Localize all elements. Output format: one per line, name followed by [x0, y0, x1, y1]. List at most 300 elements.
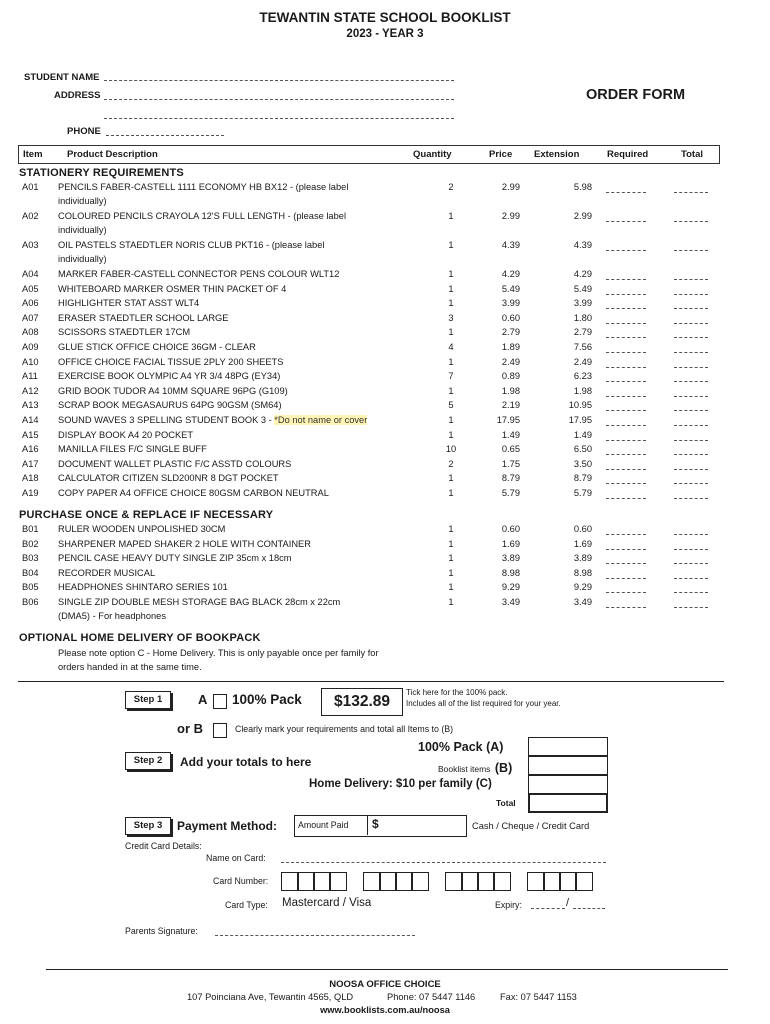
list-item	[0, 459, 770, 473]
item-required-field[interactable]	[606, 526, 646, 535]
item-total-field[interactable]	[674, 402, 708, 411]
booklist-items-total-field[interactable]	[528, 756, 608, 775]
col-total: Total	[681, 149, 703, 160]
col-extension: Extension	[534, 149, 580, 160]
item-price: 4.29	[501, 269, 520, 279]
item-total-field[interactable]	[674, 432, 708, 441]
expiry-slash: /	[566, 897, 570, 909]
card-number-field[interactable]	[281, 872, 607, 891]
list-item	[0, 400, 770, 414]
item-description	[58, 313, 229, 323]
card-number-label: Card Number:	[213, 876, 269, 886]
amount-divider	[367, 815, 368, 835]
section-divider	[18, 681, 724, 682]
item-price: 5.79	[501, 488, 520, 498]
item-description-text: COLOURED PENCILS CRAYOLA 12'S FULL LENGTH - (please label	[58, 211, 347, 221]
item-required-field[interactable]	[606, 388, 646, 397]
option-a-label: A	[198, 692, 208, 707]
item-quantity: 1	[448, 429, 454, 440]
footer-fax: Fax: 07 5447 1153	[500, 992, 577, 1002]
tick-note-1: Tick here for the 100% pack.	[406, 688, 508, 697]
item-quantity: 1	[448, 269, 454, 279]
total-label: Total	[496, 798, 516, 808]
item-description	[58, 357, 283, 367]
item-required-field[interactable]	[606, 461, 646, 470]
list-item	[0, 444, 770, 458]
item-price: 3.89	[501, 553, 520, 564]
item-extension: 0.60	[573, 524, 592, 534]
item-price: 0.65	[501, 444, 520, 455]
item-code: A18	[22, 473, 39, 484]
item-code: A11	[22, 371, 38, 382]
tick-note-2: Includes all of the list required for your year.	[406, 699, 561, 708]
list-item	[0, 211, 770, 225]
item-code: A04	[22, 269, 39, 279]
item-required-field[interactable]	[606, 475, 646, 484]
item-price: 2.99	[501, 182, 520, 192]
item-total-field[interactable]	[674, 446, 708, 455]
item-extension: 8.79	[573, 473, 592, 484]
item-description	[58, 459, 291, 469]
item-quantity: 2	[448, 182, 454, 192]
item-description-text: WHITEBOARD MARKER OSMER THIN PACKET OF 4	[58, 283, 287, 294]
item-total-field[interactable]	[674, 417, 708, 426]
list-item-continuation	[0, 611, 770, 625]
item-required-field[interactable]	[606, 315, 646, 324]
item-description	[58, 371, 280, 381]
list-item	[0, 284, 770, 298]
item-quantity: 1	[448, 567, 454, 578]
list-item	[0, 371, 770, 385]
item-total-field[interactable]	[674, 315, 708, 324]
item-extension: 17.95	[568, 415, 592, 425]
item-description-text: SCISSORS STAEDTLER 17CM	[58, 327, 191, 338]
item-description-text: SINGLE ZIP DOUBLE MESH STORAGE BAG BLACK 28cm x 22cm	[58, 597, 341, 607]
list-item	[0, 240, 770, 254]
col-quantity: Quantity	[413, 149, 452, 160]
item-description-text: DISPLAY BOOK A4 20 POCKET	[58, 429, 194, 440]
list-item	[0, 582, 770, 596]
list-item	[0, 327, 770, 341]
item-quantity: 7	[448, 371, 454, 382]
item-description	[58, 386, 288, 396]
item-description	[58, 400, 282, 410]
payment-method-label: Payment Method:	[177, 819, 278, 833]
item-code: A19	[22, 488, 39, 498]
list-item	[0, 357, 770, 371]
col-price: Price	[489, 149, 513, 160]
step2-badge: Step 2	[125, 752, 171, 770]
item-description-cont: (DMA5) - For headphones	[58, 611, 166, 621]
item-required-field[interactable]	[606, 300, 646, 309]
item-total-field[interactable]	[674, 541, 708, 550]
item-extension: 3.50	[573, 458, 592, 469]
item-code: A17	[22, 458, 39, 469]
item-required-field[interactable]	[606, 541, 646, 550]
item-price: 3.49	[501, 597, 520, 607]
item-description-text: OIL PASTELS STAEDTLER NORIS CLUB PKT16 - (please label	[58, 240, 325, 250]
item-code: A06	[22, 298, 39, 309]
item-description-text: ERASER STAEDTLER SCHOOL LARGE	[58, 312, 229, 323]
item-description-text: OFFICE CHOICE FACIAL TISSUE 2PLY 200 SHEETS	[58, 356, 284, 367]
list-item	[0, 298, 770, 312]
item-quantity: 1	[448, 473, 454, 484]
item-code: B04	[22, 567, 39, 578]
item-required-field[interactable]	[606, 432, 646, 441]
item-extension: 1.98	[573, 385, 592, 396]
purchase-heading: PURCHASE ONCE & REPLACE IF NECESSARY	[19, 509, 274, 521]
list-item	[0, 182, 770, 196]
item-code: A08	[22, 327, 39, 338]
booklist-items-label: Booklist items (B)	[438, 761, 513, 775]
item-quantity: 1	[448, 524, 454, 534]
item-total-field[interactable]	[674, 329, 708, 338]
item-quantity: 4	[448, 342, 454, 352]
item-total-field[interactable]	[674, 184, 708, 193]
item-extension: 2.99	[573, 211, 592, 221]
signature-field[interactable]	[215, 935, 415, 936]
item-price: 0.60	[501, 312, 520, 323]
item-description-text: MANILLA FILES F/C SINGLE BUFF	[58, 444, 207, 455]
step1-badge: Step 1	[125, 691, 171, 709]
item-description-text: MARKER FABER-CASTELL CONNECTOR PENS COLOUR WLT12	[58, 269, 340, 279]
item-description	[58, 553, 292, 563]
item-price: 3.99	[501, 298, 520, 309]
item-price: 9.29	[501, 582, 520, 593]
pack-a-label: 100% Pack (A)	[418, 740, 504, 754]
item-description	[58, 430, 193, 440]
item-quantity: 1	[448, 298, 454, 309]
item-description	[58, 298, 199, 308]
item-required-field[interactable]	[606, 286, 646, 295]
item-description-text: HEADPHONES SHINTARO SERIES 101	[58, 582, 228, 593]
item-extension: 4.29	[573, 269, 592, 279]
list-item	[0, 415, 770, 429]
item-quantity: 1	[448, 211, 454, 221]
item-description-text: PENCIL CASE HEAVY DUTY SINGLE ZIP 35cm x 18cm	[58, 553, 292, 564]
item-code: B05	[22, 582, 39, 593]
list-item	[0, 539, 770, 553]
name-on-card-label: Name on Card:	[206, 853, 266, 863]
item-code: A10	[22, 356, 39, 367]
item-required-field[interactable]	[606, 584, 646, 593]
item-code: A02	[22, 211, 39, 221]
list-item-continuation	[0, 225, 770, 239]
item-code: A09	[22, 342, 39, 352]
item-code: A13	[22, 400, 39, 411]
option-a-checkbox[interactable]	[213, 694, 227, 709]
item-total-field[interactable]	[674, 599, 708, 608]
item-description-text: SHARPENER MAPED SHAKER 2 HOLE WITH CONTAINER	[58, 538, 311, 549]
item-quantity: 1	[448, 553, 454, 564]
student-name-field[interactable]	[104, 80, 454, 81]
item-code: A12	[22, 385, 39, 396]
footer-divider	[46, 969, 728, 970]
item-price: 8.79	[501, 473, 520, 484]
expiry-label: Expiry:	[495, 900, 522, 910]
home-delivery-label: Home Delivery: $10 per family (C)	[309, 778, 492, 790]
item-description-text: GRID BOOK TUDOR A4 10MM SQUARE 96PG (G109)	[58, 385, 288, 396]
card-type-options[interactable]: Mastercard / Visa	[282, 897, 372, 909]
item-extension: 1.69	[573, 538, 592, 549]
credit-card-details-label: Credit Card Details:	[125, 841, 202, 851]
list-item	[0, 313, 770, 327]
item-description	[58, 473, 279, 483]
item-total-field[interactable]	[674, 373, 708, 382]
item-total-field[interactable]	[674, 461, 708, 470]
item-price: 1.89	[501, 342, 520, 352]
item-extension: 5.49	[573, 283, 592, 294]
expiry-year-field[interactable]	[573, 908, 605, 909]
item-required-field[interactable]	[606, 184, 646, 193]
item-required-field[interactable]	[606, 570, 646, 579]
item-required-field[interactable]	[606, 417, 646, 426]
pack-label: 100% Pack	[232, 692, 302, 707]
item-required-field[interactable]	[606, 344, 646, 353]
item-extension: 8.98	[573, 567, 592, 578]
item-code: A03	[22, 240, 39, 250]
item-extension: 5.79	[573, 488, 592, 498]
item-extension: 1.49	[573, 429, 592, 440]
item-total-field[interactable]	[674, 475, 708, 484]
item-quantity: 10	[445, 444, 457, 455]
item-description-text: SOUND WAVES 3 SPELLING STUDENT BOOK 3 -	[58, 415, 275, 425]
table-header	[18, 145, 720, 164]
item-quantity: 1	[448, 283, 454, 294]
item-extension: 10.95	[568, 400, 592, 411]
item-quantity: 1	[448, 538, 454, 549]
grand-total-field[interactable]	[528, 793, 608, 813]
item-price: 8.98	[501, 567, 520, 578]
item-code: B06	[22, 597, 39, 607]
item-quantity: 1	[448, 385, 454, 396]
item-price: 2.19	[501, 400, 520, 411]
item-description-text: PENCILS FABER-CASTELL 1111 ECONOMY HB BX12 - (please label	[58, 182, 349, 192]
item-price: 1.75	[501, 458, 520, 469]
item-description	[58, 240, 324, 250]
item-description-text: RECORDER MUSICAL	[58, 567, 156, 578]
item-description-text: COPY PAPER A4 OFFICE CHOICE 80GSM CARBON NEUTRAL	[58, 488, 329, 498]
item-quantity: 2	[448, 458, 454, 469]
delivery-heading: OPTIONAL HOME DELIVERY OF BOOKPACK	[19, 632, 261, 644]
item-quantity: 1	[448, 240, 454, 250]
item-required-field[interactable]	[606, 271, 646, 280]
item-description-cont: individually)	[58, 196, 107, 206]
item-required-field[interactable]	[606, 359, 646, 368]
list-item-continuation	[0, 254, 770, 268]
item-code: A07	[22, 312, 39, 323]
item-total-field[interactable]	[674, 242, 708, 251]
item-total-field[interactable]	[674, 271, 708, 280]
col-required: Required	[607, 149, 649, 160]
list-item	[0, 568, 770, 582]
item-extension: 6.50	[573, 444, 592, 455]
item-description-text: EXERCISE BOOK OLYMPIC A4 YR 3/4 48PG (EY34)	[58, 371, 281, 382]
item-price: 2.79	[501, 327, 520, 338]
step3-badge: Step 3	[125, 817, 171, 835]
item-extension: 1.80	[573, 312, 592, 323]
list-item	[0, 553, 770, 567]
item-required-field[interactable]	[606, 373, 646, 382]
item-description	[58, 284, 286, 294]
item-price: 5.49	[501, 283, 520, 294]
list-item	[0, 269, 770, 283]
item-required-field[interactable]	[606, 213, 646, 222]
phone-label: PHONE	[67, 126, 101, 137]
item-required-field[interactable]	[606, 402, 646, 411]
delivery-note-2: orders handed in at the same time.	[58, 662, 202, 672]
item-description	[58, 488, 329, 498]
item-extension: 2.79	[573, 327, 592, 338]
item-description-cont: individually)	[58, 254, 107, 264]
item-total-field[interactable]	[674, 526, 708, 535]
item-price: 1.49	[501, 429, 520, 440]
item-extension: 3.99	[573, 298, 592, 309]
document-title: TEWANTIN STATE SCHOOL BOOKLIST	[259, 10, 511, 25]
footer-company: NOOSA OFFICE CHOICE	[329, 979, 441, 990]
item-required-field[interactable]	[606, 329, 646, 338]
item-total-field[interactable]	[674, 359, 708, 368]
stationery-heading: STATIONERY REQUIREMENTS	[19, 167, 184, 179]
list-item	[0, 488, 770, 502]
item-description	[58, 597, 340, 607]
document-subtitle: 2023 - YEAR 3	[346, 28, 424, 40]
col-description: Product Description	[67, 149, 158, 160]
item-required-field[interactable]	[606, 599, 646, 608]
item-code: A14	[22, 415, 39, 425]
item-description	[58, 568, 155, 578]
card-type-label: Card Type:	[225, 900, 268, 910]
item-description-text: GLUE STICK OFFICE CHOICE 36GM - CLEAR	[58, 342, 256, 352]
item-required-field[interactable]	[606, 555, 646, 564]
address-field-line-2[interactable]	[104, 118, 454, 119]
order-form-heading: ORDER FORM	[586, 87, 686, 103]
phone-field[interactable]	[106, 135, 224, 136]
item-description	[58, 269, 339, 279]
item-quantity: 1	[448, 597, 454, 607]
option-b-label: or B	[177, 721, 203, 736]
item-extension: 9.29	[573, 582, 592, 593]
item-total-field[interactable]	[674, 584, 708, 593]
list-item	[0, 524, 770, 538]
item-description	[58, 211, 346, 221]
item-required-field[interactable]	[606, 242, 646, 251]
item-quantity: 1	[448, 356, 454, 367]
item-quantity: 1	[448, 327, 454, 338]
item-extension: 3.49	[573, 597, 592, 607]
home-delivery-total-field[interactable]	[528, 775, 608, 794]
item-description	[58, 415, 367, 425]
item-code: B03	[22, 553, 39, 564]
item-total-field[interactable]	[674, 213, 708, 222]
item-total-field[interactable]	[674, 300, 708, 309]
item-total-field[interactable]	[674, 490, 708, 499]
footer-website[interactable]: www.booklists.com.au/noosa	[320, 1005, 450, 1015]
step2-text: Add your totals to here	[180, 755, 312, 769]
item-note: *Do not name or cover	[274, 415, 368, 425]
item-code: A16	[22, 444, 39, 455]
pack-a-total-field[interactable]	[528, 737, 608, 756]
col-item: Item	[23, 149, 43, 160]
item-description	[58, 342, 256, 352]
item-price: 2.49	[501, 356, 520, 367]
footer-address: 107 Poinciana Ave, Tewantin 4565, QLD	[187, 992, 354, 1002]
item-total-field[interactable]	[674, 344, 708, 353]
pack-price: $132.89	[321, 688, 403, 716]
expiry-month-field[interactable]	[531, 908, 565, 909]
item-required-field[interactable]	[606, 446, 646, 455]
item-price: 0.60	[501, 524, 520, 534]
item-extension: 5.98	[573, 182, 592, 192]
item-price: 4.39	[501, 240, 520, 250]
address-label: ADDRESS	[54, 90, 101, 101]
item-total-field[interactable]	[674, 388, 708, 397]
item-price: 1.69	[501, 538, 520, 549]
item-code: B01	[22, 524, 39, 534]
list-item	[0, 430, 770, 444]
list-item-continuation	[0, 196, 770, 210]
item-description-text: DOCUMENT WALLET PLASTIC F/C ASSTD COLOURS	[58, 458, 292, 469]
item-description	[58, 524, 225, 534]
list-item	[0, 386, 770, 400]
item-extension: 4.39	[573, 240, 592, 250]
delivery-note-1: Please note option C - Home Delivery. This is only payable once per family for	[58, 648, 379, 658]
item-code: A15	[22, 429, 39, 440]
footer-phone: Phone: 07 5447 1146	[387, 992, 476, 1002]
item-price: 1.98	[501, 385, 520, 396]
name-on-card-field[interactable]	[281, 862, 606, 863]
item-price: 17.95	[496, 415, 520, 425]
list-item	[0, 473, 770, 487]
item-extension: 7.56	[573, 342, 592, 352]
item-description-text: CALCULATOR CITIZEN SLD200NR 8 DGT POCKET	[58, 473, 279, 484]
item-quantity: 1	[448, 415, 454, 425]
item-description	[58, 327, 190, 337]
dollar-sign: $	[372, 817, 379, 831]
item-quantity: 1	[448, 582, 454, 593]
option-b-checkbox[interactable]	[213, 723, 227, 738]
amount-paid-label: Amount Paid	[298, 820, 349, 830]
item-description-text: SCRAP BOOK MEGASAURUS 64PG 90GSM (SM64)	[58, 400, 282, 411]
item-required-field[interactable]	[606, 490, 646, 499]
item-description-text: HIGHLIGHTER STAT ASST WLT4	[58, 298, 200, 309]
item-description-text: RULER WOODEN UNPOLISHED 30CM	[58, 524, 226, 534]
item-total-field[interactable]	[674, 286, 708, 295]
item-price: 0.89	[501, 371, 520, 382]
item-total-field[interactable]	[674, 570, 708, 579]
payment-methods[interactable]: Cash / Cheque / Credit Card	[472, 821, 590, 831]
item-extension: 6.23	[573, 371, 592, 382]
item-description	[58, 444, 207, 454]
list-item	[0, 342, 770, 356]
item-extension: 3.89	[573, 553, 592, 564]
item-code: B02	[22, 538, 39, 549]
item-quantity: 1	[448, 488, 454, 498]
address-field-line-1[interactable]	[104, 99, 454, 100]
item-description	[58, 539, 311, 549]
item-code: A05	[22, 283, 39, 294]
item-price: 2.99	[501, 211, 520, 221]
item-code: A01	[22, 182, 39, 192]
item-total-field[interactable]	[674, 555, 708, 564]
item-extension: 2.49	[573, 356, 592, 367]
item-quantity: 3	[448, 312, 454, 323]
item-description-cont: individually)	[58, 225, 107, 235]
list-item	[0, 597, 770, 611]
item-description	[58, 182, 348, 192]
signature-label: Parents Signature:	[125, 926, 198, 936]
item-quantity: 5	[448, 400, 454, 411]
